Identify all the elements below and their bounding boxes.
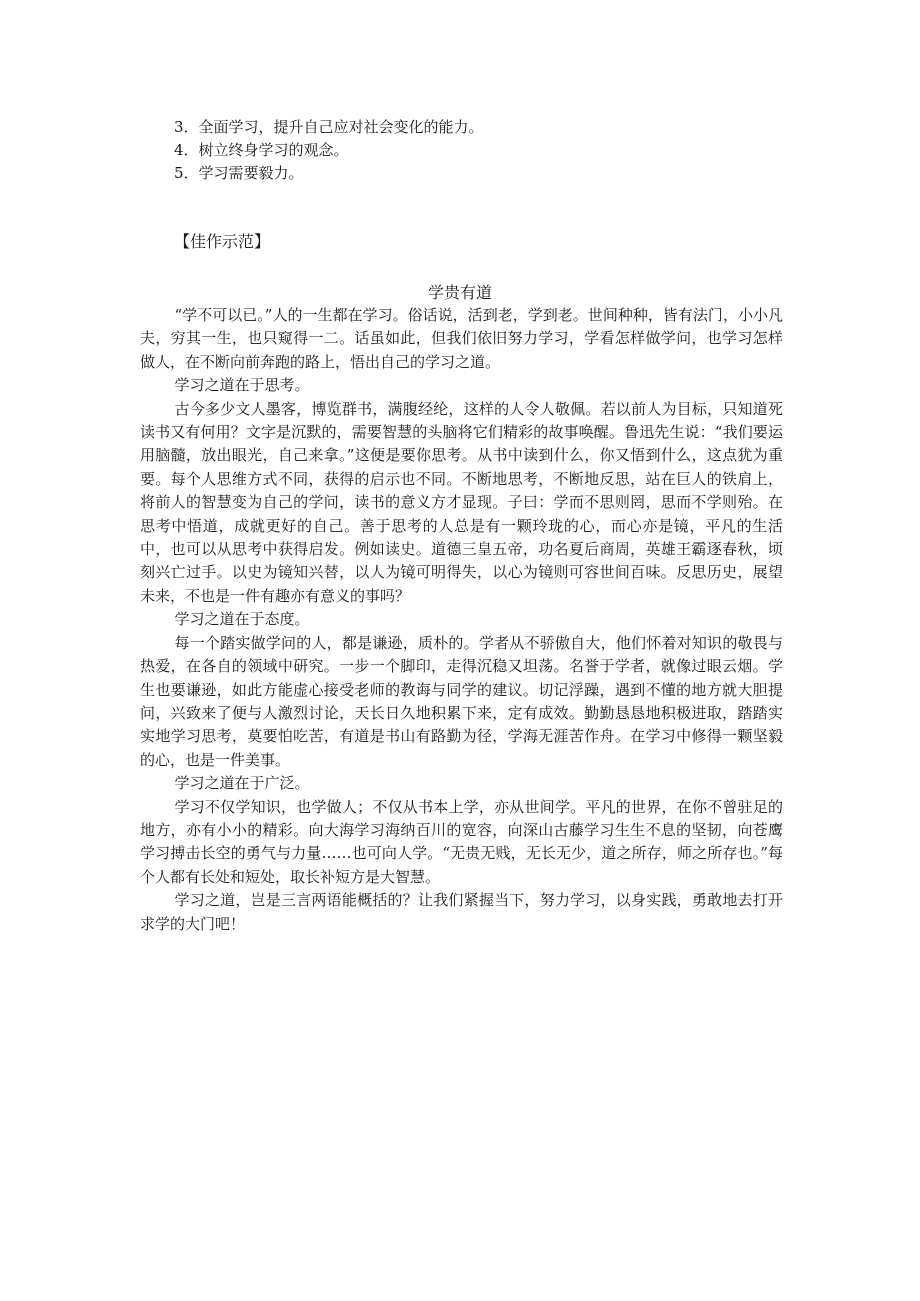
list-item: 5．学习需要毅力。 (174, 164, 304, 182)
essay-paragraph: 学习之道在于广泛。 (174, 774, 310, 793)
essay-paragraph: “学不可以已。”人的一生都在学习。俗话说，活到老，学到老。世间种种，皆有法门，小小凡夫，穷其一生，也只窥得一二。话虽如此，但我们依旧努力学习，学看怎样做学问，也学习怎样做人，在不断向前奔跑的路上，悟出自己的学习之道。 (140, 306, 783, 371)
essay-title: 学贵有道 (427, 283, 492, 302)
essay-paragraph: 学习之道，岂是三言两语能概括的？让我们紧握当下，努力学习，以身实践，勇敢地去打开求学的大门吧！ (140, 891, 783, 933)
essay-paragraph: 每一个踏实做学问的人，都是谦逊，质朴的。学者从不骄傲自大，他们怀着对知识的敬畏与热爱，在各自的领域中研究。一步一个脚印，走得沉稳又坦荡。名誉于学者，就像过眼云烟。学生也要谦逊，如此方能虚心接受老师的教诲与同学的建议。切记浮躁，遇到不懂的地方就大胆提问，兴致来了便与人激烈讨论，天长日久地积累下来，定有成效。勤勤恳恳地积极进取，踏踏实实地学习思考，莫要怕吃苦，有道是书山有路勤为径，学海无涯苦作舟。在学习中修得一颗坚毅的心，也是一件美事。 (140, 633, 783, 769)
essay-paragraph: 学习之道在于思考。 (174, 376, 310, 395)
essay-paragraph: 古今多少文人墨客，博览群书，满腹经纶，这样的人令人敬佩。若以前人为目标，只知道死读书又有何用？文字是沉默的，需要智慧的头脑将它们精彩的故事唤醒。鲁迅先生说：“我们要运用脑髓，放出眼光，自己来拿。”这便是要你思考。从书中读到什么，你又悟到什么，这点犹为重要。每个人思维方式不同，获得的启示也不同。不断地思考，不断地反思，站在巨人的铁肩上，将前人的智慧变为自己的学问，读书的意义方才显现。子曰：学而不思则罔，思而不学则殆。在思考中悟道，成就更好的自己。善于思考的人总是有一颗玲珑的心，而心亦是镜，平凡的生活中，也可以从思考中获得启发。例如读史。道德三皇五帝，功名夏后商周，英雄王霸逐春秋，顷刻兴亡过手。以史为镜知兴替，以人为镜可明得失，以心为镜则可容世间百味。反思历史，展望未来，不也是一件有趣亦有意义的事吗？ (140, 399, 783, 605)
list-item: 4．树立终身学习的观念。 (174, 141, 349, 159)
section-label: 【佳作示范】 (174, 232, 271, 251)
points-list (174, 116, 734, 185)
essay-paragraph: 学习不仅学知识，也学做人；不仅从书本上学，亦从世间学。平凡的世界，在你不曾驻足的地方，亦有小小的精彩。向大海学习海纳百川的宽容，向深山古藤学习生生不息的坚韧，向苍鹰学习搏击长空的勇气与力量……也可向人学。“无贵无贱，无长无少，道之所存，师之所存也。”每个人都有长处和短处，取长补短方是大智慧。 (140, 797, 783, 886)
essay-body (140, 304, 783, 936)
essay-paragraph: 学习之道在于态度。 (174, 610, 310, 629)
list-item: 3．全面学习，提升自己应对社会变化的能力。 (174, 118, 484, 136)
